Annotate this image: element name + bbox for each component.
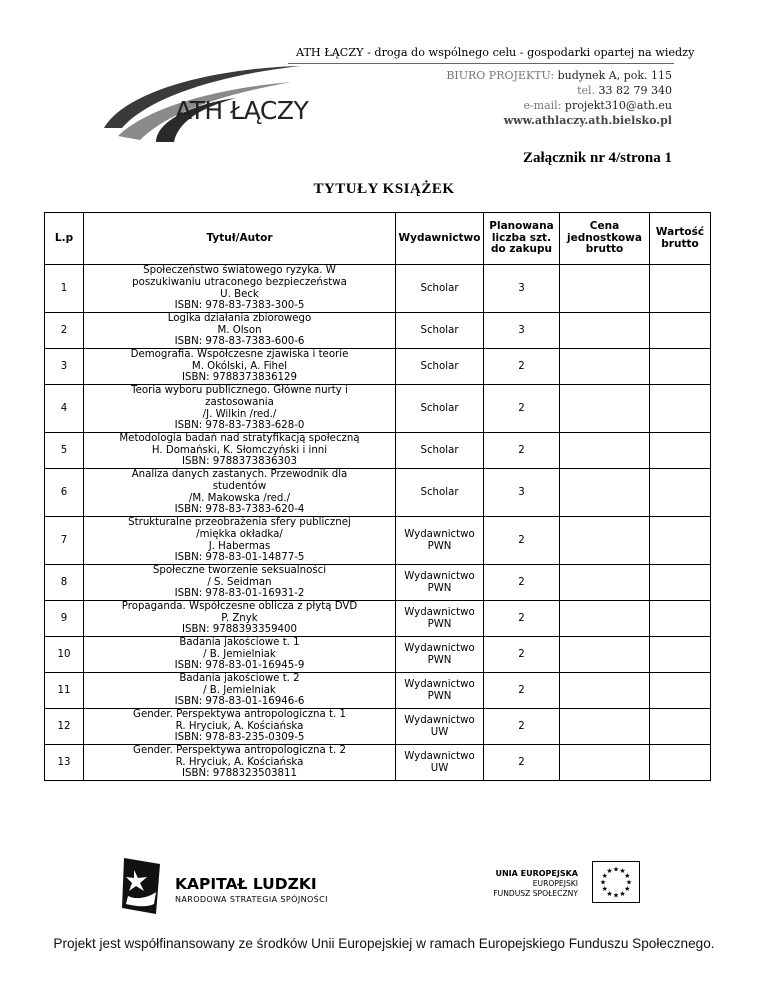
title-line: Teoria wyboru publicznego. Główne nurty i [131, 385, 348, 397]
row-number: 2 [45, 313, 84, 349]
planned-qty: 2 [484, 601, 560, 637]
title-line: Demografia. Współczesne zjawiska i teorie [130, 349, 349, 361]
header-gross-value: Wartość brutto [650, 213, 711, 265]
gross-value [650, 349, 711, 385]
planned-qty: 3 [484, 265, 560, 313]
planned-qty: 3 [484, 313, 560, 349]
title-line: poszukiwaniu utraconego bezpieczeństwa [132, 276, 347, 288]
eu-star-icon: ★ [612, 865, 620, 874]
table-row [45, 565, 711, 601]
gross-value [650, 709, 711, 745]
email-label: e-mail: [523, 99, 562, 112]
eu-star-icon: ★ [601, 885, 608, 893]
gross-value [650, 673, 711, 709]
title-line: U. Beck [220, 288, 259, 300]
table-row [45, 433, 711, 469]
title-line: Społeczne tworzenie seksualności [152, 565, 327, 577]
gross-value [650, 385, 711, 433]
table-row [45, 469, 711, 517]
row-number: 5 [45, 433, 84, 469]
eu-star-icon: ★ [601, 872, 608, 880]
book-title-author [84, 313, 396, 349]
title-line: H. Domański, K. Słomczyński i inni [151, 444, 328, 456]
unit-price [560, 469, 650, 517]
table-row [45, 745, 711, 781]
publisher-line: Wydawnictwo [404, 570, 475, 582]
unit-price [560, 265, 650, 313]
title-line: Analiza danych zastanych. Przewodnik dla [131, 469, 348, 481]
publisher-line: PWN [427, 690, 452, 702]
title-line: P. Znyk [221, 612, 258, 624]
publisher-line: Wydawnictwo [404, 642, 475, 654]
book-title-author [84, 637, 396, 673]
unit-price [560, 745, 650, 781]
publisher [396, 265, 484, 313]
publisher [396, 349, 484, 385]
row-number: 1 [45, 265, 84, 313]
publisher-line: Wydawnictwo [404, 678, 475, 690]
table-row [45, 313, 711, 349]
unit-price [560, 517, 650, 565]
publisher [396, 433, 484, 469]
publisher-line: Scholar [420, 402, 459, 414]
book-title-author [84, 517, 396, 565]
header-publisher: Wydawnictwo [396, 213, 484, 265]
title-line: ISBN: 978-83-7383-600-6 [174, 336, 305, 348]
eu-star-icon: ★ [624, 885, 631, 893]
planned-qty: 2 [484, 637, 560, 673]
planned-qty: 2 [484, 517, 560, 565]
row-number: 9 [45, 601, 84, 637]
title-line: ISBN: 978-83-01-16931-2 [174, 588, 305, 600]
publisher-line: PWN [427, 582, 452, 594]
contact-block [446, 68, 672, 128]
title-line: Badania jakościowe t. 2 [179, 673, 300, 685]
unit-price [560, 433, 650, 469]
publisher-line: PWN [427, 540, 452, 552]
office-value: budynek A, pok. 115 [557, 69, 672, 82]
gross-value [650, 745, 711, 781]
title-line: Społeczeństwo światowego ryzyka. W [143, 265, 336, 277]
publisher [396, 517, 484, 565]
publisher [396, 469, 484, 517]
publisher [396, 673, 484, 709]
table-row [45, 709, 711, 745]
table-row [45, 349, 711, 385]
unit-price [560, 709, 650, 745]
publisher-line: Wydawnictwo [404, 528, 475, 540]
eu-star-icon: ★ [599, 878, 607, 887]
header-planned-qty: Planowana liczba szt. do zakupu [484, 213, 560, 265]
publisher-line: UW [430, 762, 449, 774]
eu-star-icon: ★ [612, 891, 620, 900]
title-line: Metodologia badań nad stratyfikacją społeczną [119, 433, 360, 445]
row-number: 8 [45, 565, 84, 601]
title-line: ISBN: 978-83-7383-628-0 [174, 420, 305, 432]
planned-qty: 2 [484, 565, 560, 601]
planned-qty: 3 [484, 469, 560, 517]
row-number: 13 [45, 745, 84, 781]
book-title-author [84, 349, 396, 385]
header-unit-price: Cena jednostkowa brutto [560, 213, 650, 265]
publisher-line: Scholar [420, 444, 459, 456]
title-line: Gender. Perspektywa antropologiczna t. 1 [133, 709, 346, 721]
title-line: ISBN: 978-83-7383-620-4 [174, 504, 305, 516]
title-line: /miękka okładka/ [196, 528, 283, 540]
publisher-line: PWN [427, 654, 452, 666]
row-number: 12 [45, 709, 84, 745]
eu-star-icon: ★ [619, 889, 626, 898]
title-line: Propaganda. Współczesne oblicza z płytą DVD [121, 601, 358, 613]
publisher-line: Wydawnictwo [404, 714, 475, 726]
book-title-author [84, 565, 396, 601]
kapital-ludzki-name: KAPITAŁ LUDZKI [175, 875, 317, 893]
planned-qty: 2 [484, 385, 560, 433]
row-number: 4 [45, 385, 84, 433]
row-number: 7 [45, 517, 84, 565]
title-line: zastosowania [205, 396, 274, 408]
publisher-line: Wydawnictwo [404, 606, 475, 618]
table-row [45, 385, 711, 433]
document-title: TYTUŁY KSIĄŻEK [313, 181, 455, 197]
title-line: ISBN: 978-83-235-0309-5 [174, 732, 305, 744]
eu-line-1: UNIA EUROPEJSKA [495, 869, 578, 878]
row-number: 3 [45, 349, 84, 385]
title-line: Logika działania zbiorowego [167, 313, 312, 325]
gross-value [650, 637, 711, 673]
title-line: ISBN: 9788393359400 [181, 624, 297, 636]
publisher [396, 709, 484, 745]
eu-flag-icon [592, 861, 640, 903]
table-row [45, 601, 711, 637]
header-lp: L.p [45, 213, 84, 265]
publisher-line: Scholar [420, 486, 459, 498]
title-line: R. Hryciuk, A. Kościańska [175, 756, 304, 768]
header-title-author: Tytuł/Autor [84, 213, 396, 265]
title-line: M. Olson [217, 324, 262, 336]
tel-value: 33 82 79 340 [598, 84, 672, 97]
title-line: ISBN: 978-83-01-16945-9 [174, 660, 305, 672]
eu-star-icon: ★ [619, 867, 626, 876]
eu-line-3: FUNDUSZ SPOŁECZNY [493, 889, 578, 898]
planned-qty: 2 [484, 673, 560, 709]
title-line: ISBN: 978-83-01-14877-5 [174, 552, 305, 564]
attachment-label: Załącznik nr 4/strona 1 [522, 150, 672, 166]
publisher [396, 601, 484, 637]
eu-star-icon: ★ [624, 872, 631, 880]
email-value: projekt310@ath.eu [564, 99, 672, 112]
gross-value [650, 469, 711, 517]
planned-qty: 2 [484, 709, 560, 745]
kapital-ludzki-subtitle: NARODOWA STRATEGIA SPÓJNOŚCI [175, 895, 328, 904]
publisher-line: Wydawnictwo [404, 750, 475, 762]
title-line: ISBN: 9788373836303 [181, 456, 297, 468]
gross-value [650, 265, 711, 313]
tel-label: tel. [577, 84, 596, 97]
title-line: / S. Seidman [207, 576, 272, 588]
publisher-line: Scholar [420, 360, 459, 372]
title-line: Badania jakościowe t. 1 [179, 637, 300, 649]
website-link[interactable]: www.athlaczy.ath.bielsko.pl [503, 114, 672, 127]
table-header-row [45, 213, 711, 265]
publisher [396, 313, 484, 349]
title-line: /J. Wilkin /red./ [202, 408, 277, 420]
publisher-line: Scholar [420, 282, 459, 294]
header-tagline: ATH ŁĄCZY - droga do wspólnego celu - gospodarki opartej na wiedzy [296, 46, 695, 59]
planned-qty: 2 [484, 349, 560, 385]
eu-star-icon: ★ [606, 867, 613, 876]
planned-qty: 2 [484, 745, 560, 781]
publisher-line: PWN [427, 618, 452, 630]
title-line: ISBN: 978-83-01-16946-6 [174, 696, 305, 708]
book-title-author [84, 745, 396, 781]
title-line: ISBN: 9788323503811 [181, 768, 297, 780]
funding-note: Projekt jest współfinansowany ze środków Unii Europejskiej w ramach Europejskiego Funduszu Społecznego. [53, 936, 715, 951]
gross-value [650, 433, 711, 469]
title-line: R. Hryciuk, A. Kościańska [175, 720, 304, 732]
row-number: 10 [45, 637, 84, 673]
title-line: ISBN: 978-83-7383-300-5 [174, 300, 305, 312]
eu-line-2: EUROPEJSKI [532, 879, 578, 888]
publisher [396, 565, 484, 601]
publisher [396, 385, 484, 433]
gross-value [650, 565, 711, 601]
header-divider [288, 63, 674, 64]
title-line: studentów [212, 480, 267, 492]
books-table [44, 212, 711, 781]
title-line: /M. Makowska /red./ [188, 492, 291, 504]
book-title-author [84, 709, 396, 745]
publisher [396, 637, 484, 673]
row-number: 11 [45, 673, 84, 709]
unit-price [560, 637, 650, 673]
unit-price [560, 349, 650, 385]
book-title-author [84, 265, 396, 313]
book-title-author [84, 673, 396, 709]
book-title-author [84, 385, 396, 433]
eu-label-block [493, 869, 578, 899]
table-row [45, 637, 711, 673]
book-title-author [84, 601, 396, 637]
title-line: ISBN: 9788373836129 [181, 372, 297, 384]
table-row [45, 517, 711, 565]
row-number: 6 [45, 469, 84, 517]
publisher [396, 745, 484, 781]
unit-price [560, 385, 650, 433]
planned-qty: 2 [484, 433, 560, 469]
title-line: / B. Jemielniak [203, 648, 276, 660]
unit-price [560, 673, 650, 709]
table-row [45, 673, 711, 709]
eu-star-icon: ★ [606, 889, 613, 898]
title-line: M. Okólski, A. Fihel [191, 360, 288, 372]
logo-text: ATH ŁĄCZY [175, 96, 309, 125]
unit-price [560, 565, 650, 601]
gross-value [650, 517, 711, 565]
title-line: J. Habermas [208, 540, 271, 552]
title-line: / B. Jemielniak [203, 684, 276, 696]
unit-price [560, 601, 650, 637]
kapital-ludzki-emblem-icon [120, 856, 164, 916]
book-title-author [84, 469, 396, 517]
table-row [45, 265, 711, 313]
book-title-author [84, 433, 396, 469]
title-line: Gender. Perspektywa antropologiczna t. 2 [133, 745, 346, 757]
publisher-line: Scholar [420, 324, 459, 336]
office-label: BIURO PROJEKTU: [446, 69, 555, 82]
title-line: Strukturalne przeobrażenia sfery publicznej [128, 517, 351, 529]
eu-star-icon: ★ [625, 878, 633, 887]
gross-value [650, 313, 711, 349]
gross-value [650, 601, 711, 637]
unit-price [560, 313, 650, 349]
publisher-line: UW [430, 726, 449, 738]
